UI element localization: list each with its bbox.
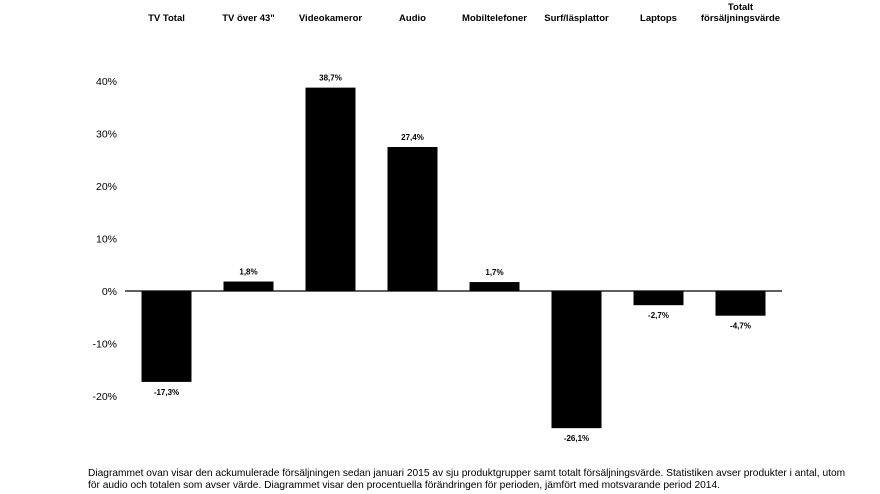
bar xyxy=(142,291,192,382)
bar xyxy=(388,147,438,291)
caption-line-2: för audio och totalen som avser värde. Diagrammet visar den procentuella förändringen för perioden, jämfört med motsvarande period 2014. xyxy=(88,480,720,492)
bar xyxy=(224,282,274,291)
data-label: -17,3% xyxy=(153,387,180,397)
y-tick-label: 20% xyxy=(95,180,117,193)
category-label: Surf/läsplattor xyxy=(544,13,609,24)
data-label: 1,7% xyxy=(485,268,504,278)
bars xyxy=(142,88,766,429)
y-tick-label: 40% xyxy=(95,75,117,88)
data-label: -2,7% xyxy=(648,311,669,321)
data-labels xyxy=(154,74,751,444)
category-labels xyxy=(148,2,780,24)
bar xyxy=(470,282,520,291)
category-label: Videokameror xyxy=(298,13,363,24)
chart-caption xyxy=(88,468,848,492)
data-label: -26,1% xyxy=(563,434,590,444)
y-tick-label: 30% xyxy=(95,128,117,141)
category-label: Mobiltelefoner xyxy=(462,13,527,24)
y-tick-label: -10% xyxy=(92,338,117,351)
y-tick-label: -20% xyxy=(92,391,117,404)
category-label: TV över 43" xyxy=(222,13,275,24)
bar xyxy=(716,291,766,316)
data-label: 38,7% xyxy=(319,73,342,83)
bar xyxy=(306,88,356,291)
y-tick-label: 0% xyxy=(101,286,117,298)
data-label: -4,7% xyxy=(730,321,751,331)
category-label: Laptops xyxy=(640,13,677,24)
data-label: 27,4% xyxy=(401,133,424,143)
data-label: 1,8% xyxy=(239,267,258,277)
category-label: TV Total xyxy=(148,13,185,24)
category-label: Totalt försäljningsvärde xyxy=(700,2,781,24)
caption-line-1: Diagrammet ovan visar den ackumulerade försäljningen sedan januari 2015 av sju produktgrupper samt totalt försäljningsvärde. Statistiken avser produkter i antal, utom xyxy=(88,468,846,479)
bar xyxy=(634,291,684,305)
category-label: Audio xyxy=(399,13,426,24)
y-tick-label: 10% xyxy=(95,233,117,246)
bar xyxy=(552,291,602,428)
